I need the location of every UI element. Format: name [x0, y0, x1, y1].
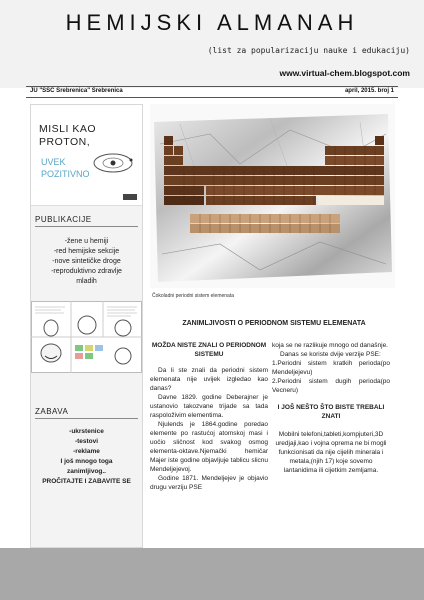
newsletter-title: HEMIJSKI ALMANAH	[65, 10, 359, 35]
publication-item[interactable]: -reproduktivno zdravlje	[51, 268, 122, 275]
article-column-1	[150, 341, 268, 492]
masthead	[0, 0, 424, 88]
article-title: ZANIMLJIVOSTI O PERIODNOM SISTEMU ELEMENATA	[182, 320, 366, 327]
chemistry-comic	[31, 301, 142, 373]
fun-item: I još mnogo toga	[60, 458, 113, 465]
fun-item[interactable]: -reklame	[73, 448, 100, 455]
column-1-paragraph: Njulends je 1864.godine poredao elemente po rastućoj atomskoj masi i uočio sličnost kod svakog osmog elementa-oktave.Njemački hemičar Majer iste godine objavljuje tablicu slicnu Mendeljejevoj.	[150, 421, 268, 473]
website-link[interactable]: www.virtual-chem.blogspot.com	[279, 68, 410, 78]
issue-rule	[26, 97, 398, 98]
publisher-label: JU "SSC Srebrenica" Srebrenica	[30, 88, 123, 94]
column-2-paragraph: Danas se koriste dvije verzije PSE:	[280, 351, 381, 358]
atom-icon	[91, 145, 137, 181]
ad-line-3: UVEK	[41, 157, 66, 167]
article-column-2	[272, 341, 390, 475]
column-1-heading: MOŽDA NISTE ZNALI O PERIODNOM SISTEMU	[151, 342, 267, 358]
fun-item[interactable]: -testovi	[74, 438, 99, 445]
column-1-paragraph: Davne 1829. godine Deberajner je ustanovio takozvane trijade sa tada raspoloživim elementima.	[150, 394, 268, 419]
issue-date: april, 2015. broj 1	[344, 88, 394, 94]
fun-heading: ZABAVA	[35, 407, 69, 416]
column-2-list-item: 2.Periodni sistem dugih perioda(po Vecneru)	[272, 378, 390, 394]
top-rule	[26, 86, 398, 87]
footer-band	[0, 548, 424, 600]
fun-call-to-action: PROČITAJTE I ZABAVITE SE	[42, 478, 131, 485]
comic-strip-image	[31, 301, 142, 373]
publication-item[interactable]: -red hemijske sekcije	[53, 248, 120, 255]
column-2-list-item: 1.Periodni sistem kratkih perioda(po Mendeljejevu)	[272, 360, 390, 376]
column-1-paragraph: Da li ste znali da periodni sistem elemenata nije uvijek izgledao kao danas?	[150, 367, 268, 392]
proton-ad	[31, 105, 142, 206]
ad-line-1: MISLI KAO	[39, 123, 97, 135]
ad-mark-icon	[123, 193, 137, 201]
publication-item[interactable]: mladih	[76, 278, 97, 285]
publication-item[interactable]: -žene u hemiji	[64, 238, 109, 245]
publications-heading: PUBLIKACIJE	[35, 215, 92, 224]
fun-item: zanimljivog..	[66, 468, 106, 475]
publications-rule	[35, 226, 138, 227]
fun-item[interactable]: -ukrstenice	[69, 428, 104, 435]
column-2-heading: I JOŠ NEŠTO ŠTO BISTE TREBALI ZNATI	[277, 404, 385, 420]
ad-line-4: POZITIVNO	[41, 169, 90, 179]
photo-caption: Čokoladni periodni sistem elemenata	[152, 293, 234, 299]
sidebar	[30, 104, 143, 548]
column-2-paragraph: koja se ne razlikuje mnogo od današnje.	[272, 342, 388, 349]
column-1-paragraph: Godine 1871. Mendeljejev je objavio drugu verziju PSE	[150, 475, 268, 491]
fun-rule	[35, 418, 138, 419]
newsletter-subtitle: (list za popularizaciju nauke i edukaciju)	[207, 46, 410, 55]
publication-item[interactable]: -nove sintetičke droge	[52, 258, 121, 265]
ad-line-2: PROTON,	[39, 136, 91, 148]
chocolate-table-image	[150, 104, 395, 288]
column-2-paragraph: Mobilni telefoni,tableti,kompjuteri,3D uredjaji,kao i vojna oprema ne bi mogli funkcionisati da nije cijelih minerala i metala,(njih 17) koje sovemo lantanidima ili cijetkim zemljama.	[275, 431, 387, 474]
chocolate-periodic-table-photo	[150, 104, 395, 288]
